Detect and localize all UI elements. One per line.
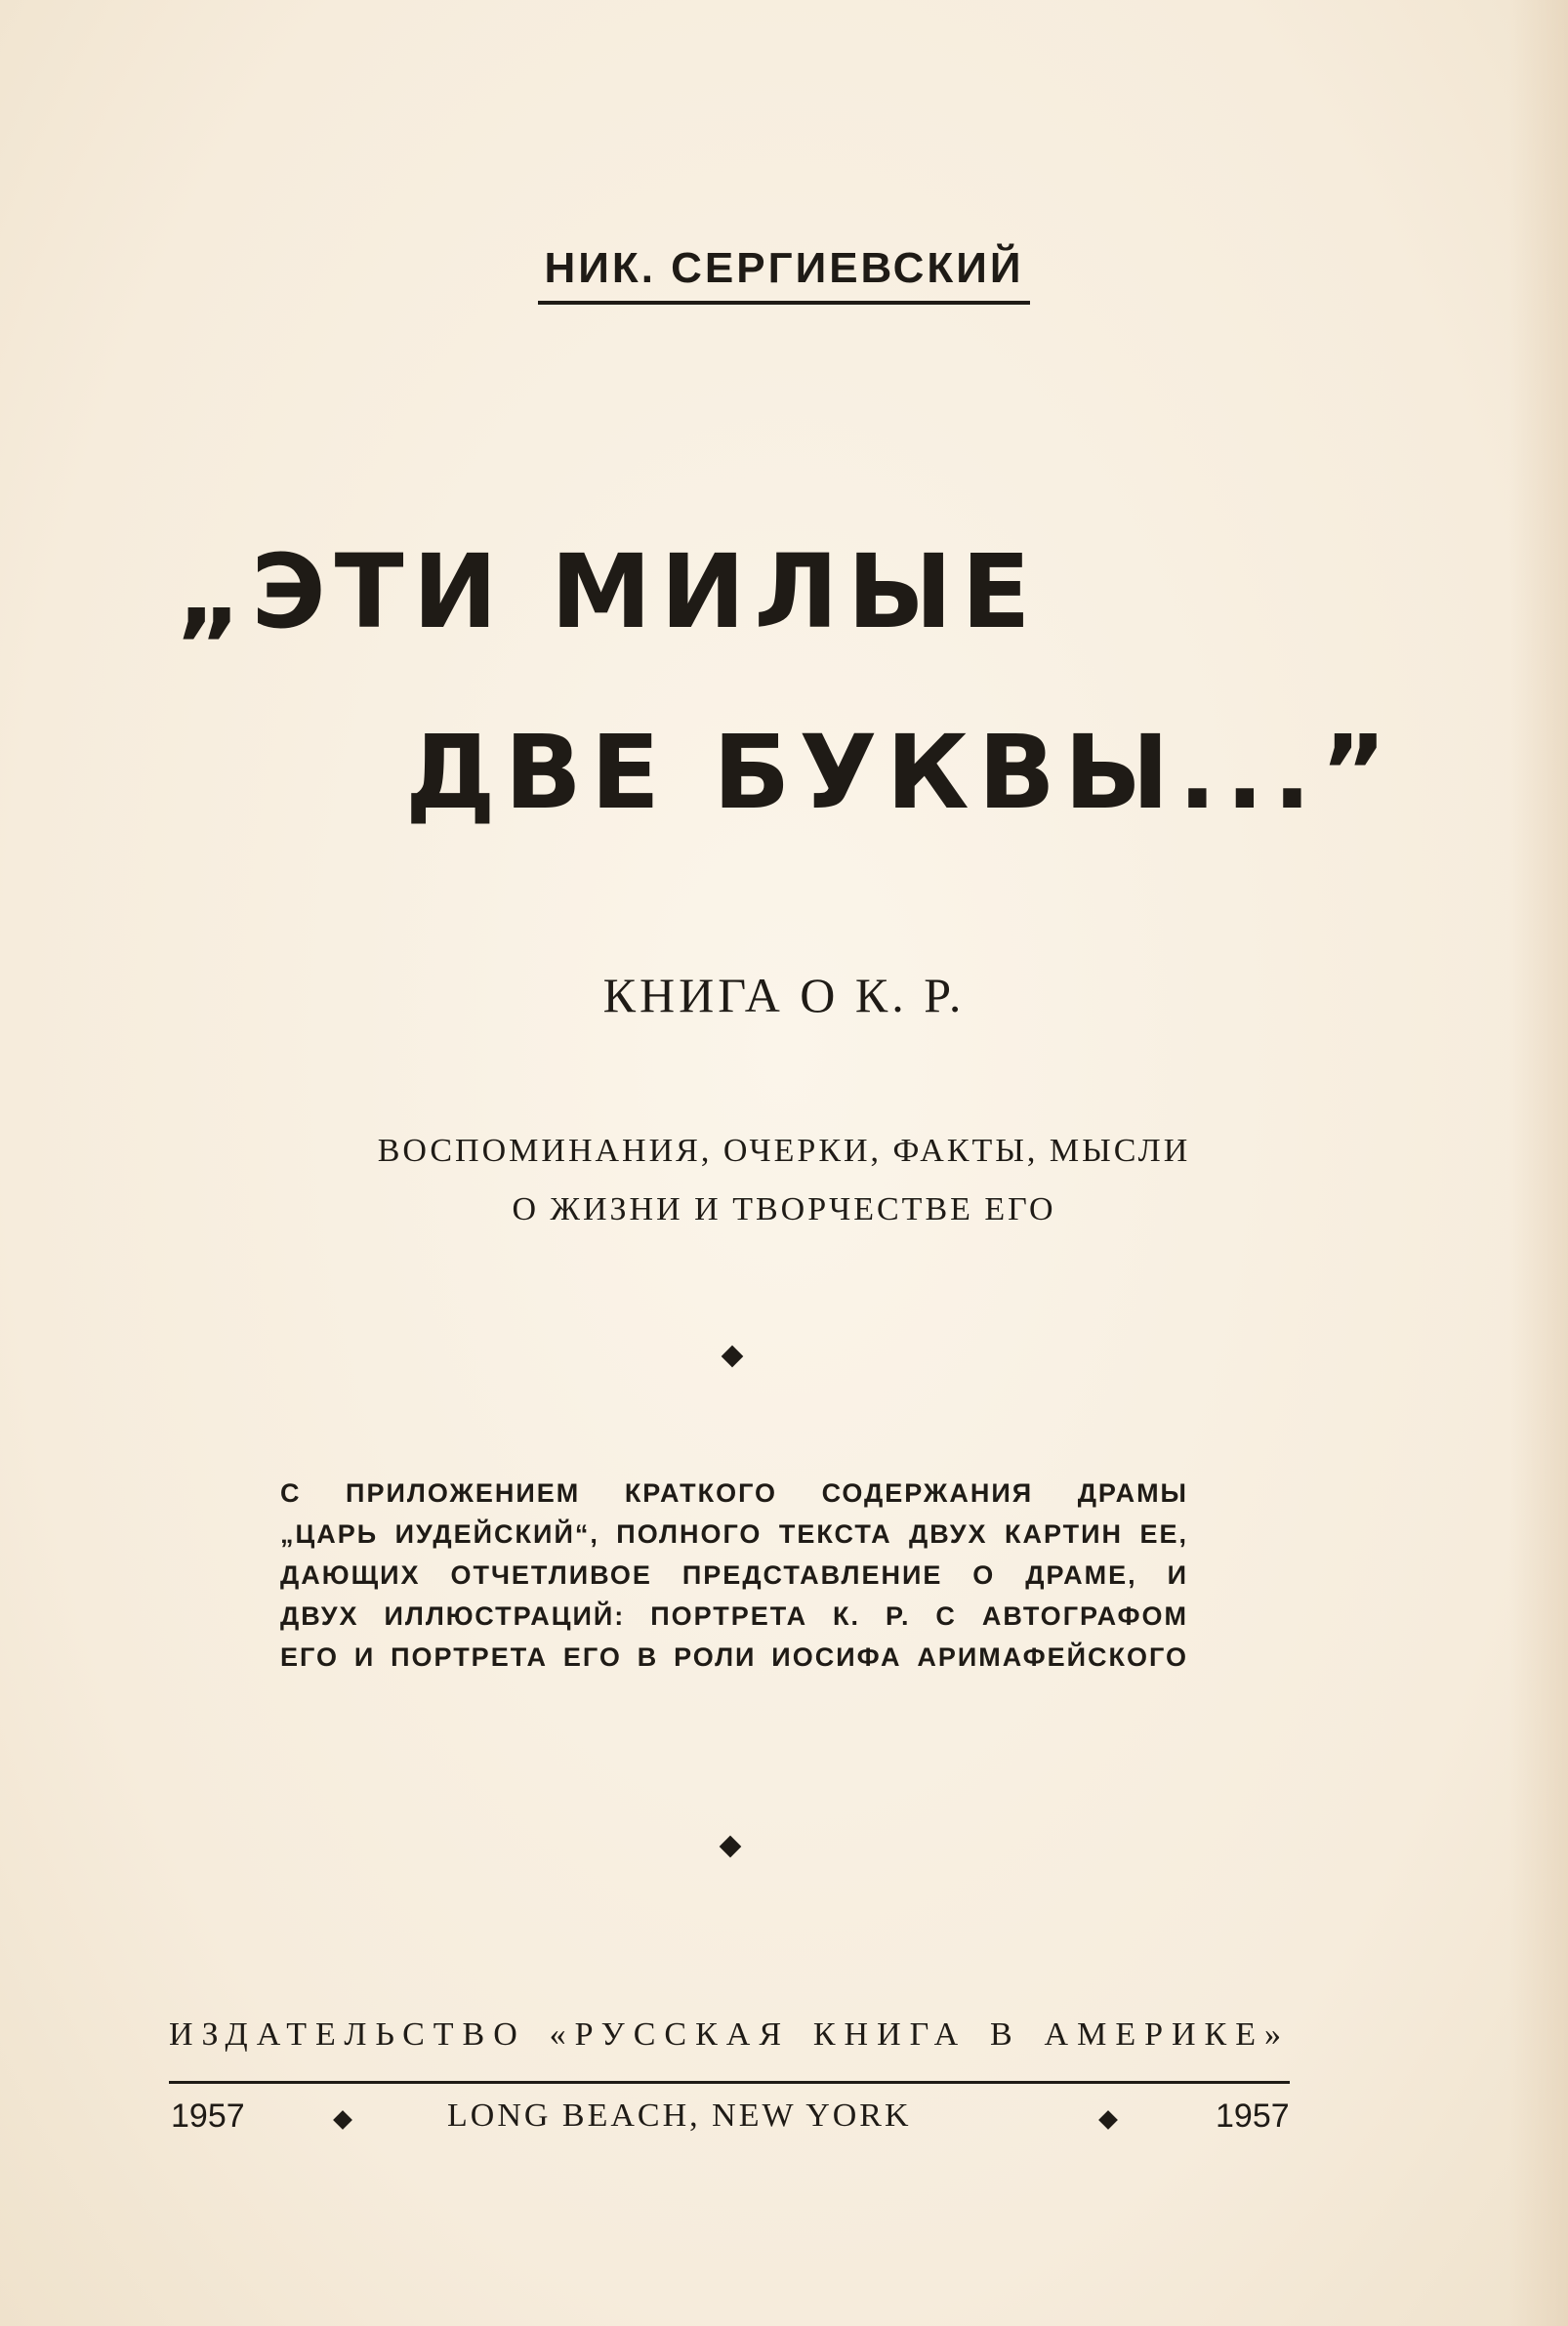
description-line-1: ВОСПОМИНАНИЯ, ОЧЕРКИ, ФАКТЫ, МЫСЛИ <box>377 1133 1191 1169</box>
title-line-2: ДВЕ БУКВЫ...” <box>405 713 1396 832</box>
title-line-1: „ЭТИ МИЛЫЕ <box>176 532 1040 651</box>
year-right: 1957 <box>1216 2098 1290 2135</box>
appendix-line: ЕГО И ПОРТРЕТА ЕГО В РОЛИ ИОСИФА АРИМАФЕЙСКОГО <box>280 1642 1188 1672</box>
diamond-icon <box>1098 2110 1118 2130</box>
subtitle: КНИГА О К. Р. <box>602 968 966 1022</box>
year-left: 1957 <box>171 2098 245 2135</box>
author-name: НИК. СЕРГИЕВСКИЙ <box>538 244 1029 305</box>
author <box>0 244 1568 305</box>
appendix-line: ДВУХ ИЛЛЮСТРАЦИЙ: ПОРТРЕТА К. Р. С АВТОГРАФОМ <box>280 1601 1188 1631</box>
appendix-line: ДАЮЩИХ ОТЧЕТЛИВОЕ ПРЕДСТАВЛЕНИЕ О ДРАМЕ, И <box>280 1560 1188 1590</box>
divider-rule <box>169 2081 1290 2084</box>
appendix-line: „ЦАРЬ ИУДЕЙСКИЙ“, ПОЛНОГО ТЕКСТА ДВУХ КАРТИН ЕЕ, <box>280 1519 1188 1549</box>
diamond-icon <box>333 2110 352 2130</box>
diamond-icon <box>720 1836 742 1858</box>
imprint-place: LONG BEACH, NEW YORK <box>447 2098 912 2134</box>
appendix-line: С ПРИЛОЖЕНИЕМ КРАТКОГО СОДЕРЖАНИЯ ДРАМЫ <box>280 1478 1188 1508</box>
publisher: ИЗДАТЕЛЬСТВО «РУССКАЯ КНИГА В АМЕРИКЕ» <box>169 2016 1290 2053</box>
diamond-icon <box>722 1346 744 1368</box>
description-line-2: О ЖИЗНИ И ТВОРЧЕСТВЕ ЕГО <box>512 1191 1056 1227</box>
appendix-note <box>280 1473 1188 1678</box>
